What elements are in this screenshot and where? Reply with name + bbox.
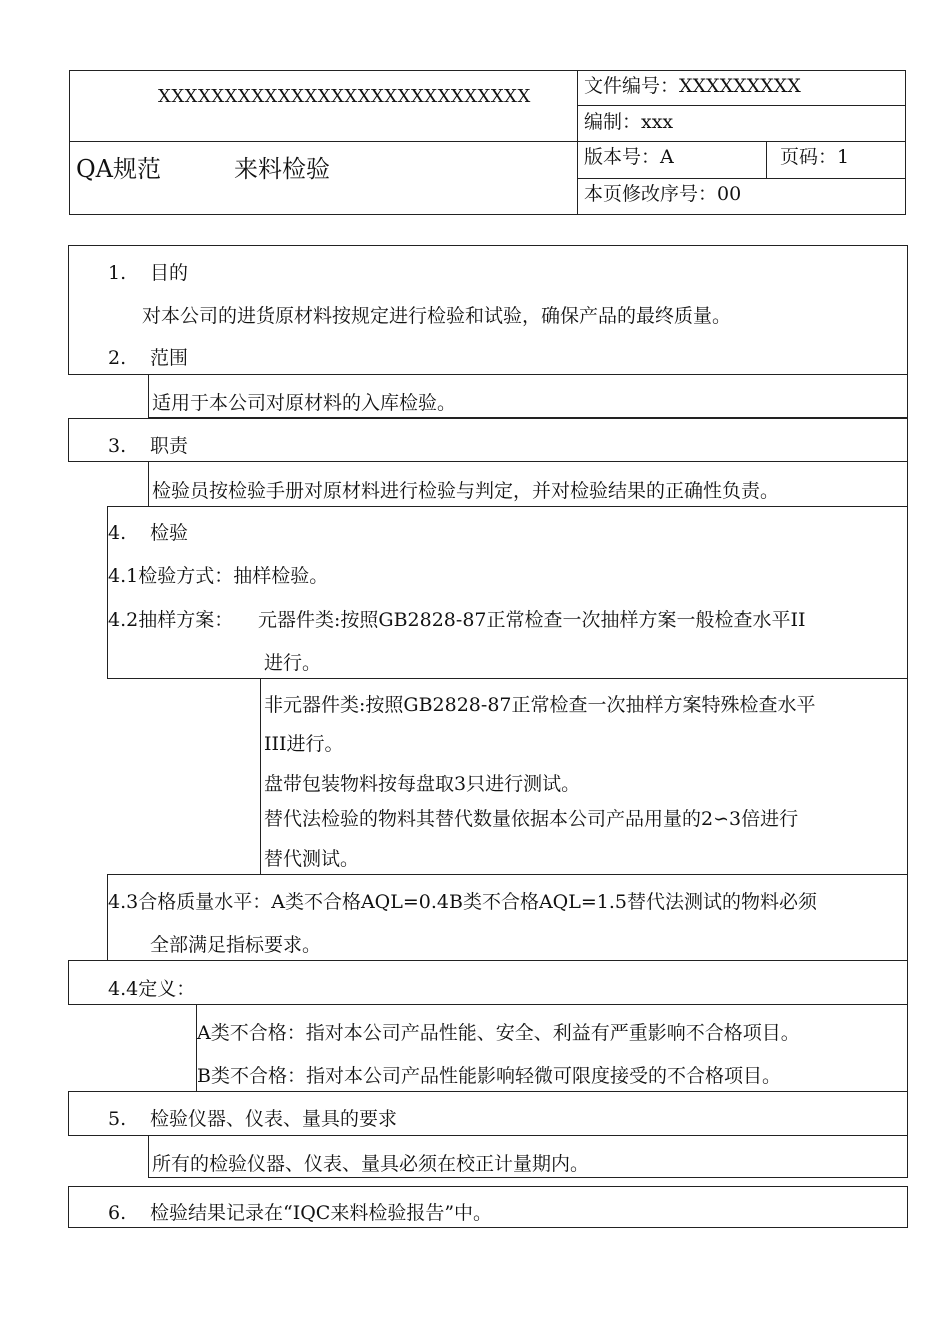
- section-1-number: 1.: [108, 262, 127, 284]
- definition-class-b: B类不合格：指对本公司产品性能影响轻微可限度接受的不合格项目。: [197, 1065, 781, 1087]
- header-divider: [766, 141, 767, 178]
- header-divider: [577, 105, 906, 106]
- section-3-number: 3.: [108, 435, 127, 457]
- section-2-text: 适用于本公司对原材料的入库检验。: [152, 392, 457, 414]
- quality-level-line2: 全部满足指标要求。: [150, 934, 322, 956]
- sampling-components-line1: 元器件类:按照GB2828-87正常检查一次抽样方案一般检查水平II: [258, 609, 806, 631]
- definition-class-a: A类不合格：指对本公司产品性能、安全、利益有严重影响不合格项目。: [197, 1022, 800, 1044]
- section-2-title: 范围: [150, 347, 189, 369]
- sampling-noncomponents-line2: III进行。: [264, 733, 344, 755]
- section-6-title: 检验结果记录在“IQC来料检验报告”中。: [150, 1202, 493, 1224]
- section-4-box: [107, 506, 908, 679]
- substitution-rule-line1: 替代法检验的物料其替代数量依据本公司产品用量的2∽3倍进行: [264, 808, 799, 830]
- header-divider: [577, 70, 578, 215]
- company-name: XXXXXXXXXXXXXXXXXXXXXXXXXXXX: [158, 86, 531, 107]
- page-number: 页码：1: [780, 146, 850, 168]
- header-divider: [69, 141, 906, 142]
- section-5-title: 检验仪器、仪表、量具的要求: [150, 1108, 398, 1130]
- reel-packaging-rule: 盘带包装物料按每盘取3只进行测试。: [264, 773, 581, 795]
- definitions-heading: 4.4定义：: [108, 978, 196, 1000]
- version-number: 版本号：A: [584, 146, 674, 168]
- section-4-number: 4.: [108, 522, 127, 544]
- document-number: 文件编号：XXXXXXXXX: [584, 75, 801, 97]
- qa-spec-label: QA规范: [76, 155, 162, 183]
- quality-level-line1: 4.3合格质量水平：A类不合格AQL=0.4B类不合格AQL=1.5替代法测试的物料必须: [108, 891, 818, 913]
- page-title: 来料检验: [234, 155, 330, 183]
- section-6-number: 6.: [108, 1202, 127, 1224]
- revision-number: 本页修改序号：00: [584, 183, 742, 205]
- sampling-components-line2: 进行。: [264, 652, 322, 674]
- section-3-text: 检验员按检验手册对原材料进行检验与判定，并对检验结果的正确性负责。: [152, 480, 780, 502]
- section-5-number: 5.: [108, 1108, 127, 1130]
- inspection-method: 4.1检验方式：抽样检验。: [108, 565, 329, 587]
- section-3-box: [68, 418, 908, 462]
- sampling-noncomponents-line1: 非元器件类:按照GB2828-87正常检查一次抽样方案特殊检查水平: [264, 694, 816, 716]
- sampling-plan-label: 4.2抽样方案：: [108, 609, 234, 631]
- section-5-text: 所有的检验仪器、仪表、量具必须在校正计量期内。: [152, 1153, 590, 1175]
- header-divider: [577, 178, 906, 179]
- section-2-number: 2.: [108, 347, 127, 369]
- substitution-rule-line2: 替代测试。: [264, 848, 360, 870]
- section-1-title: 目的: [150, 262, 189, 284]
- prepared-by: 编制：xxx: [584, 111, 674, 133]
- section-1-text: 对本公司的进货原材料按规定进行检验和试验，确保产品的最终质量。: [142, 305, 732, 327]
- section-4-title: 检验: [150, 522, 189, 544]
- section-3-title: 职责: [150, 435, 189, 457]
